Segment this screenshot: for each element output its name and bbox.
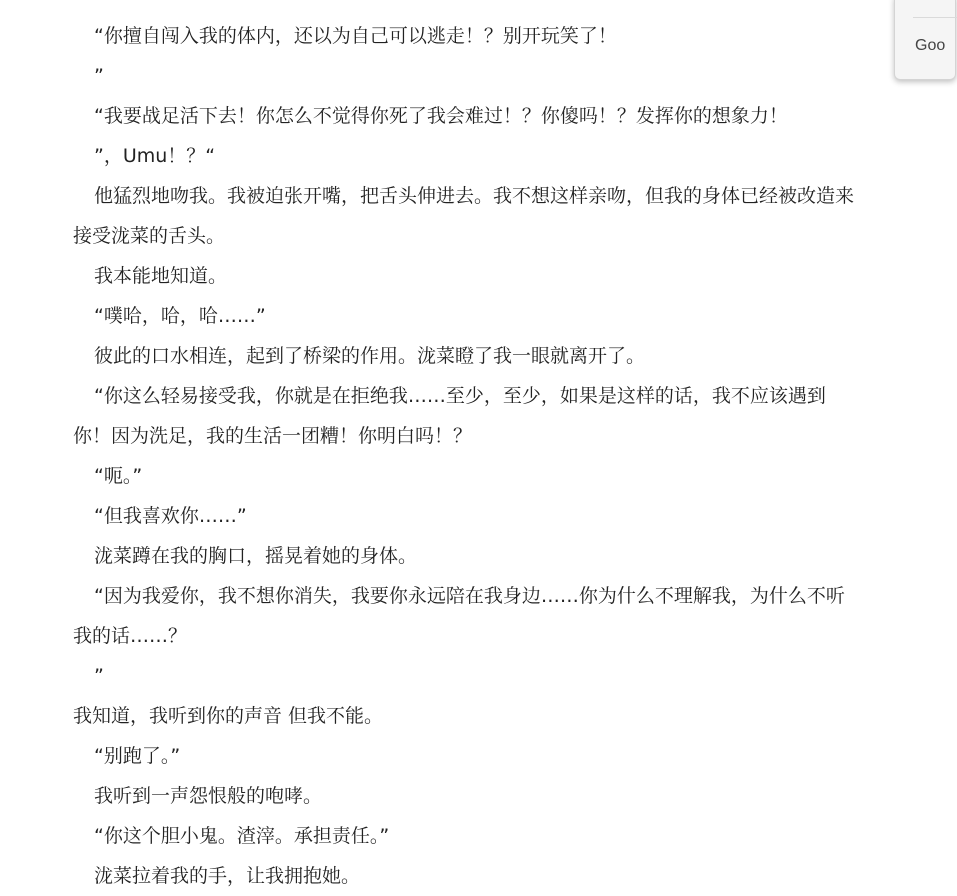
paragraph: ” <box>94 65 104 87</box>
paragraph: 泷菜拉着我的手，让我拥抱她。 <box>94 865 361 887</box>
paragraph: “我要战足活下去！你怎么不觉得你死了我会难过！？你傻吗！？发挥你的想象力！ <box>94 105 788 127</box>
paragraph: “但我喜欢你……” <box>94 505 247 527</box>
article-body <box>73 16 863 896</box>
google-translate-label[interactable]: Goo <box>915 37 946 54</box>
paragraph: 我听到一声怨恨般的咆哮。 <box>94 785 323 807</box>
paragraph: ”，Umu！？“ <box>94 145 216 167</box>
paragraph: “别跑了。” <box>94 745 181 767</box>
paragraph: 彼此的口水相连，起到了桥梁的作用。泷菜瞪了我一眼就离开了。 <box>94 345 646 367</box>
paragraph: “你擅自闯入我的体内，还以为自己可以逃走！？别开玩笑了！ <box>94 25 617 47</box>
paragraph: “噗哈，哈，哈……” <box>94 305 266 327</box>
paragraph: 他猛烈地吻我。我被迫张开嘴，把舌头伸进去。我不想这样亲吻，但我的身体已经被改造来接受泷菜的舌头。 <box>73 185 855 247</box>
paragraph: “因为我爱你，我不想你消失，我要你永远陪在我身边……你为什么不理解我，为什么不听我的话……？ <box>73 585 845 647</box>
paragraph: 我本能地知道。 <box>94 265 228 287</box>
paragraph: “呃。” <box>94 465 143 487</box>
paragraph: ” <box>94 665 104 687</box>
google-translate-popup[interactable] <box>894 0 956 80</box>
paragraph: “你这么轻易接受我，你就是在拒绝我……至少，至少，如果是这样的话，我不应该遇到你！因为洗足，我的生活一团糟！你明白吗！？ <box>73 385 826 447</box>
paragraph: 泷菜蹲在我的胸口，摇晃着她的身体。 <box>94 545 418 567</box>
popup-divider <box>913 17 957 18</box>
paragraph: 我知道，我听到你的声音 但我不能。 <box>73 705 384 727</box>
paragraph: “你这个胆小鬼。渣滓。承担责任。” <box>94 825 390 847</box>
